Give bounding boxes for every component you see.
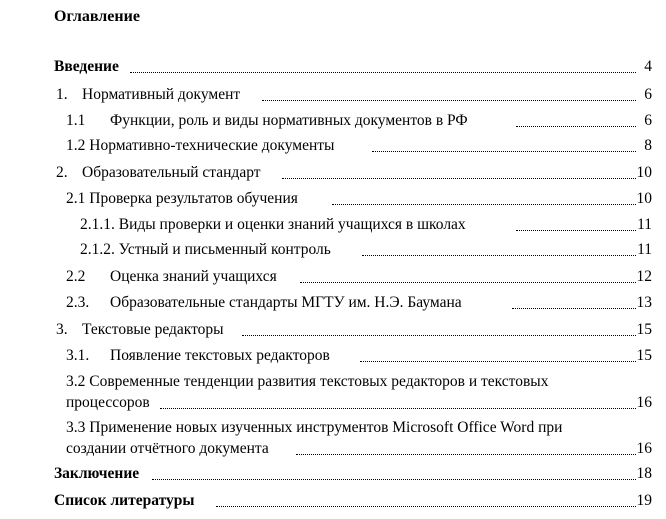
toc-entry-section-3-1[interactable] xyxy=(0,347,666,367)
toc-entry-number: 2.2 xyxy=(66,268,86,285)
toc-entry-label: Нормативный документ xyxy=(82,86,241,103)
toc-entry-page: 15 xyxy=(636,321,652,338)
toc-entry-label: 1.2 Нормативно-технические документы xyxy=(66,137,335,154)
leader-dots xyxy=(360,361,636,362)
toc-entry-page: 8 xyxy=(644,137,652,154)
toc-entry-page: 12 xyxy=(636,268,652,285)
leader-dots xyxy=(296,454,636,455)
toc-entry-label: Функции, роль и виды нормативных документов в РФ xyxy=(110,112,468,129)
toc-entry-section-3-3-line1[interactable] xyxy=(0,419,666,439)
toc-entry-label: 2.1 Проверка результатов обучения xyxy=(66,190,298,207)
toc-entry-section-2-1-1[interactable] xyxy=(0,216,666,236)
toc-entry-number: 1.1 xyxy=(66,112,86,129)
toc-entry-section-3-3-line2[interactable] xyxy=(0,440,666,460)
toc-entry-bibliography[interactable] xyxy=(0,492,666,512)
toc-entry-section-1[interactable] xyxy=(0,86,666,106)
toc-entry-section-3-2-line2[interactable] xyxy=(0,394,666,414)
toc-entry-label: 3.3 Применение новых изученных инструментов Microsoft Office Word при xyxy=(66,419,563,436)
toc-entry-label: Заключение xyxy=(54,465,140,482)
toc-entry-number: 2. xyxy=(56,164,68,181)
toc-entry-section-2-1[interactable] xyxy=(0,190,666,210)
leader-dots xyxy=(516,230,636,231)
toc-entry-page: 19 xyxy=(636,492,652,509)
toc-entry-section-3[interactable] xyxy=(0,321,666,341)
toc-entry-label: Появление текстовых редакторов xyxy=(110,347,330,364)
toc-entry-page: 18 xyxy=(636,465,652,482)
toc-entry-section-1-1[interactable] xyxy=(0,112,666,132)
leader-dots xyxy=(516,126,636,127)
toc-entry-page: 16 xyxy=(636,394,652,411)
leader-dots xyxy=(372,151,636,152)
toc-entry-number: 3. xyxy=(56,321,68,338)
leader-dots xyxy=(216,506,636,507)
toc-entry-section-3-2-line1[interactable] xyxy=(0,373,666,393)
toc-entry-label: Список литературы xyxy=(54,492,195,509)
toc-entry-page: 15 xyxy=(636,347,652,364)
toc-entry-page: 6 xyxy=(644,112,652,129)
leader-dots xyxy=(300,282,636,283)
toc-entry-label: процессоров xyxy=(66,394,150,411)
toc-entry-page: 11 xyxy=(637,241,652,258)
toc-entry-section-2-1-2[interactable] xyxy=(0,241,666,261)
toc-entry-label: Текстовые редакторы xyxy=(82,321,224,338)
leader-dots xyxy=(262,100,636,101)
leader-dots xyxy=(332,204,636,205)
toc-entry-label: Оценка знаний учащихся xyxy=(110,268,277,285)
toc-entry-number: 1. xyxy=(56,86,68,103)
toc-entry-label: 2.1.1. Виды проверки и оценки знаний учащихся в школах xyxy=(80,216,466,233)
toc-entry-label: 3.2 Современные тенденции развития текстовых редакторов и текстовых xyxy=(66,373,549,390)
toc-entry-label: Введение xyxy=(54,58,119,75)
toc-entry-label: Образовательный стандарт xyxy=(82,164,261,181)
toc-entry-section-2-2[interactable] xyxy=(0,268,666,288)
toc-entry-introduction[interactable] xyxy=(0,58,666,78)
toc-entry-section-2[interactable] xyxy=(0,164,666,184)
leader-dots xyxy=(362,255,636,256)
toc-entry-label: 2.1.2. Устный и письменный контроль xyxy=(80,241,331,258)
leader-dots xyxy=(512,308,636,309)
toc-entry-page: 4 xyxy=(644,58,652,75)
toc-entry-label: создании отчётного документа xyxy=(66,440,269,457)
toc-entry-page: 10 xyxy=(636,190,652,207)
leader-dots xyxy=(152,479,636,480)
toc-entry-conclusion[interactable] xyxy=(0,465,666,485)
toc-entry-number: 2.3. xyxy=(66,294,90,311)
leader-dots xyxy=(282,178,636,179)
toc-entry-number: 3.1. xyxy=(66,347,90,364)
toc-entry-section-1-2[interactable] xyxy=(0,137,666,157)
toc-entry-section-2-3[interactable] xyxy=(0,294,666,314)
toc-entry-label: Образовательные стандарты МГТУ им. Н.Э. Баумана xyxy=(110,294,462,311)
leader-dots xyxy=(242,335,636,336)
leader-dots xyxy=(130,72,636,73)
toc-entry-page: 13 xyxy=(636,294,652,311)
toc-title: Оглавление xyxy=(54,8,140,25)
toc-entry-page: 10 xyxy=(636,164,652,181)
leader-dots xyxy=(160,408,636,409)
toc-entry-page: 6 xyxy=(644,86,652,103)
toc-entry-page: 11 xyxy=(637,216,652,233)
toc-entry-page: 16 xyxy=(636,440,652,457)
